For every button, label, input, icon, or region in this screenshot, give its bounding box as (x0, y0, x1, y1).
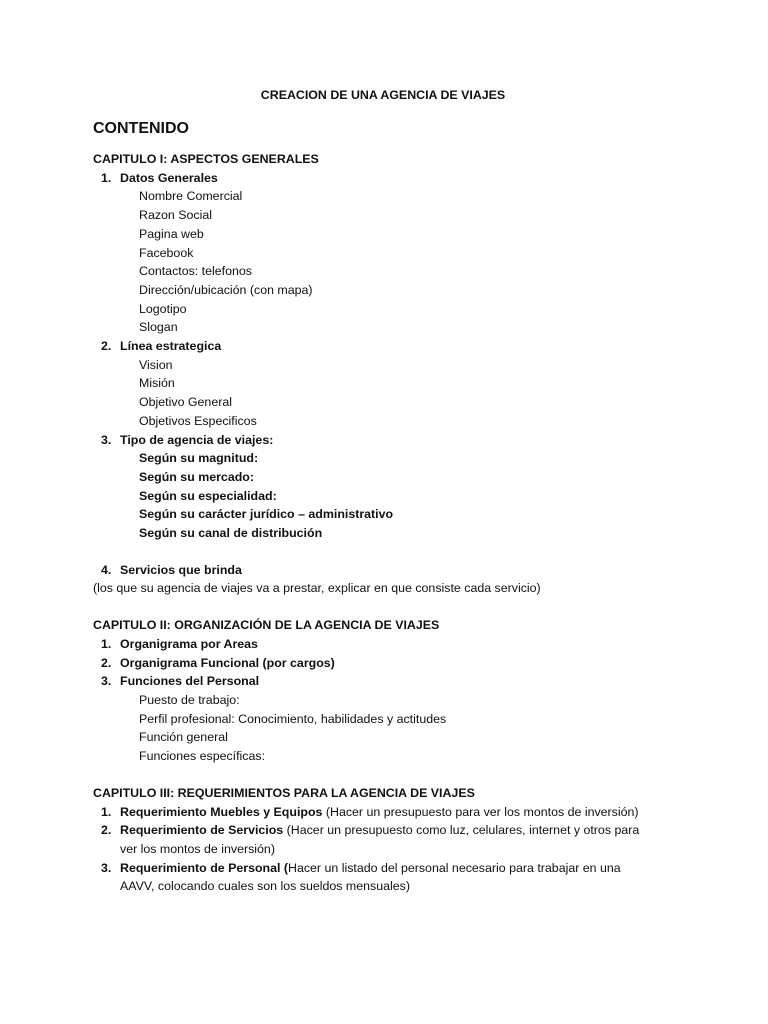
item-number: 3. (101, 860, 112, 875)
chapter-2-title: CAPITULO II: ORGANIZACIÓN DE LA AGENCIA DE VIAJES (93, 618, 440, 633)
item-label: Requerimiento de Personal ( (120, 860, 288, 875)
sub-item: Perfil profesional: Conocimiento, habilidades y actitudes (139, 711, 447, 726)
item-label: Organigrama por Areas (120, 636, 258, 651)
chapter-1-item-1 (93, 169, 693, 188)
sub-item: Según su carácter jurídico – administrativo (139, 507, 394, 522)
sub-item: Funciones específicas: (139, 749, 266, 764)
chapter-2-item-2 (93, 654, 693, 673)
item-number: 2. (101, 655, 112, 670)
sub-item: Razon Social (139, 208, 213, 223)
chapter-1-item-2 (93, 337, 693, 356)
sub-item: Pagina web (139, 226, 204, 241)
chapter-1-item-3 (93, 431, 693, 450)
sub-item: Objetivo General (139, 395, 232, 410)
chapter-3-item-3 (93, 859, 693, 878)
sub-item: Facebook (139, 245, 194, 260)
item-label: Datos Generales (120, 170, 218, 185)
item-label: Requerimiento de Servicios (120, 823, 284, 838)
item-number: 1. (101, 170, 112, 185)
sub-item: Nombre Comercial (139, 189, 243, 204)
sub-item: Contactos: telefonos (139, 264, 252, 279)
sub-item: Según su especialidad: (139, 488, 277, 503)
sub-item: Slogan (139, 320, 178, 335)
chapter-3-title: CAPITULO III: REQUERIMIENTOS PARA LA AGENCIA DE VIAJES (93, 785, 475, 800)
item-number: 3. (101, 674, 112, 689)
item-number: 2. (101, 823, 112, 838)
item-number: 4. (101, 562, 112, 577)
contents-heading: CONTENIDO (93, 120, 189, 137)
sub-item: Según su mercado: (139, 469, 254, 484)
item-detail: (Hacer un presupuesto para ver los montos de inversión) (322, 804, 639, 819)
sub-item: Según su canal de distribución (139, 526, 323, 541)
item-label: Organigrama Funcional (por cargos) (120, 655, 335, 670)
item-label: Tipo de agencia de viajes: (120, 432, 274, 447)
chapter-3-item-2 (93, 821, 693, 840)
chapter-3-item-1 (93, 803, 693, 822)
sub-item: Objetivos Especificos (139, 413, 257, 428)
item-detail: (Hacer un presupuesto como luz, celulares, internet y otros para (283, 823, 640, 838)
sub-item: Misión (139, 376, 175, 391)
item-label: Servicios que brinda (120, 562, 242, 577)
document-content (93, 86, 693, 896)
item-label: Línea estrategica (120, 339, 222, 354)
item-number: 1. (101, 636, 112, 651)
document-title: CREACION DE UNA AGENCIA DE VIAJES (260, 88, 506, 102)
chapter-2-item-1 (93, 635, 693, 654)
item-number: 3. (101, 432, 112, 447)
sub-item: Logotipo (139, 301, 187, 316)
item-detail: Hacer un listado del personal necesario para trabajar en una (288, 860, 621, 875)
sub-item: Según su magnitud: (139, 451, 259, 466)
item-detail-continued: AAVV, colocando cuales son los sueldos mensuales) (120, 879, 410, 894)
chapter-1-title: CAPITULO I: ASPECTOS GENERALES (93, 152, 319, 166)
sub-item: Puesto de trabajo: (139, 692, 240, 707)
sub-item: Vision (139, 357, 173, 372)
item-label: Funciones del Personal (120, 674, 260, 689)
item-detail-continued: ver los montos de inversión) (120, 841, 275, 856)
item-number: 1. (101, 804, 112, 819)
item-number: 2. (101, 339, 112, 354)
chapter-2-item-3 (93, 672, 693, 691)
item-label: Requerimiento Muebles y Equipos (120, 804, 323, 819)
sub-item: Función general (139, 730, 228, 745)
sub-item: Dirección/ubicación (con mapa) (139, 282, 313, 297)
item-note: (los que su agencia de viajes va a prestar, explicar en que consiste cada servicio) (93, 581, 541, 596)
chapter-1-item-4 (93, 561, 693, 580)
